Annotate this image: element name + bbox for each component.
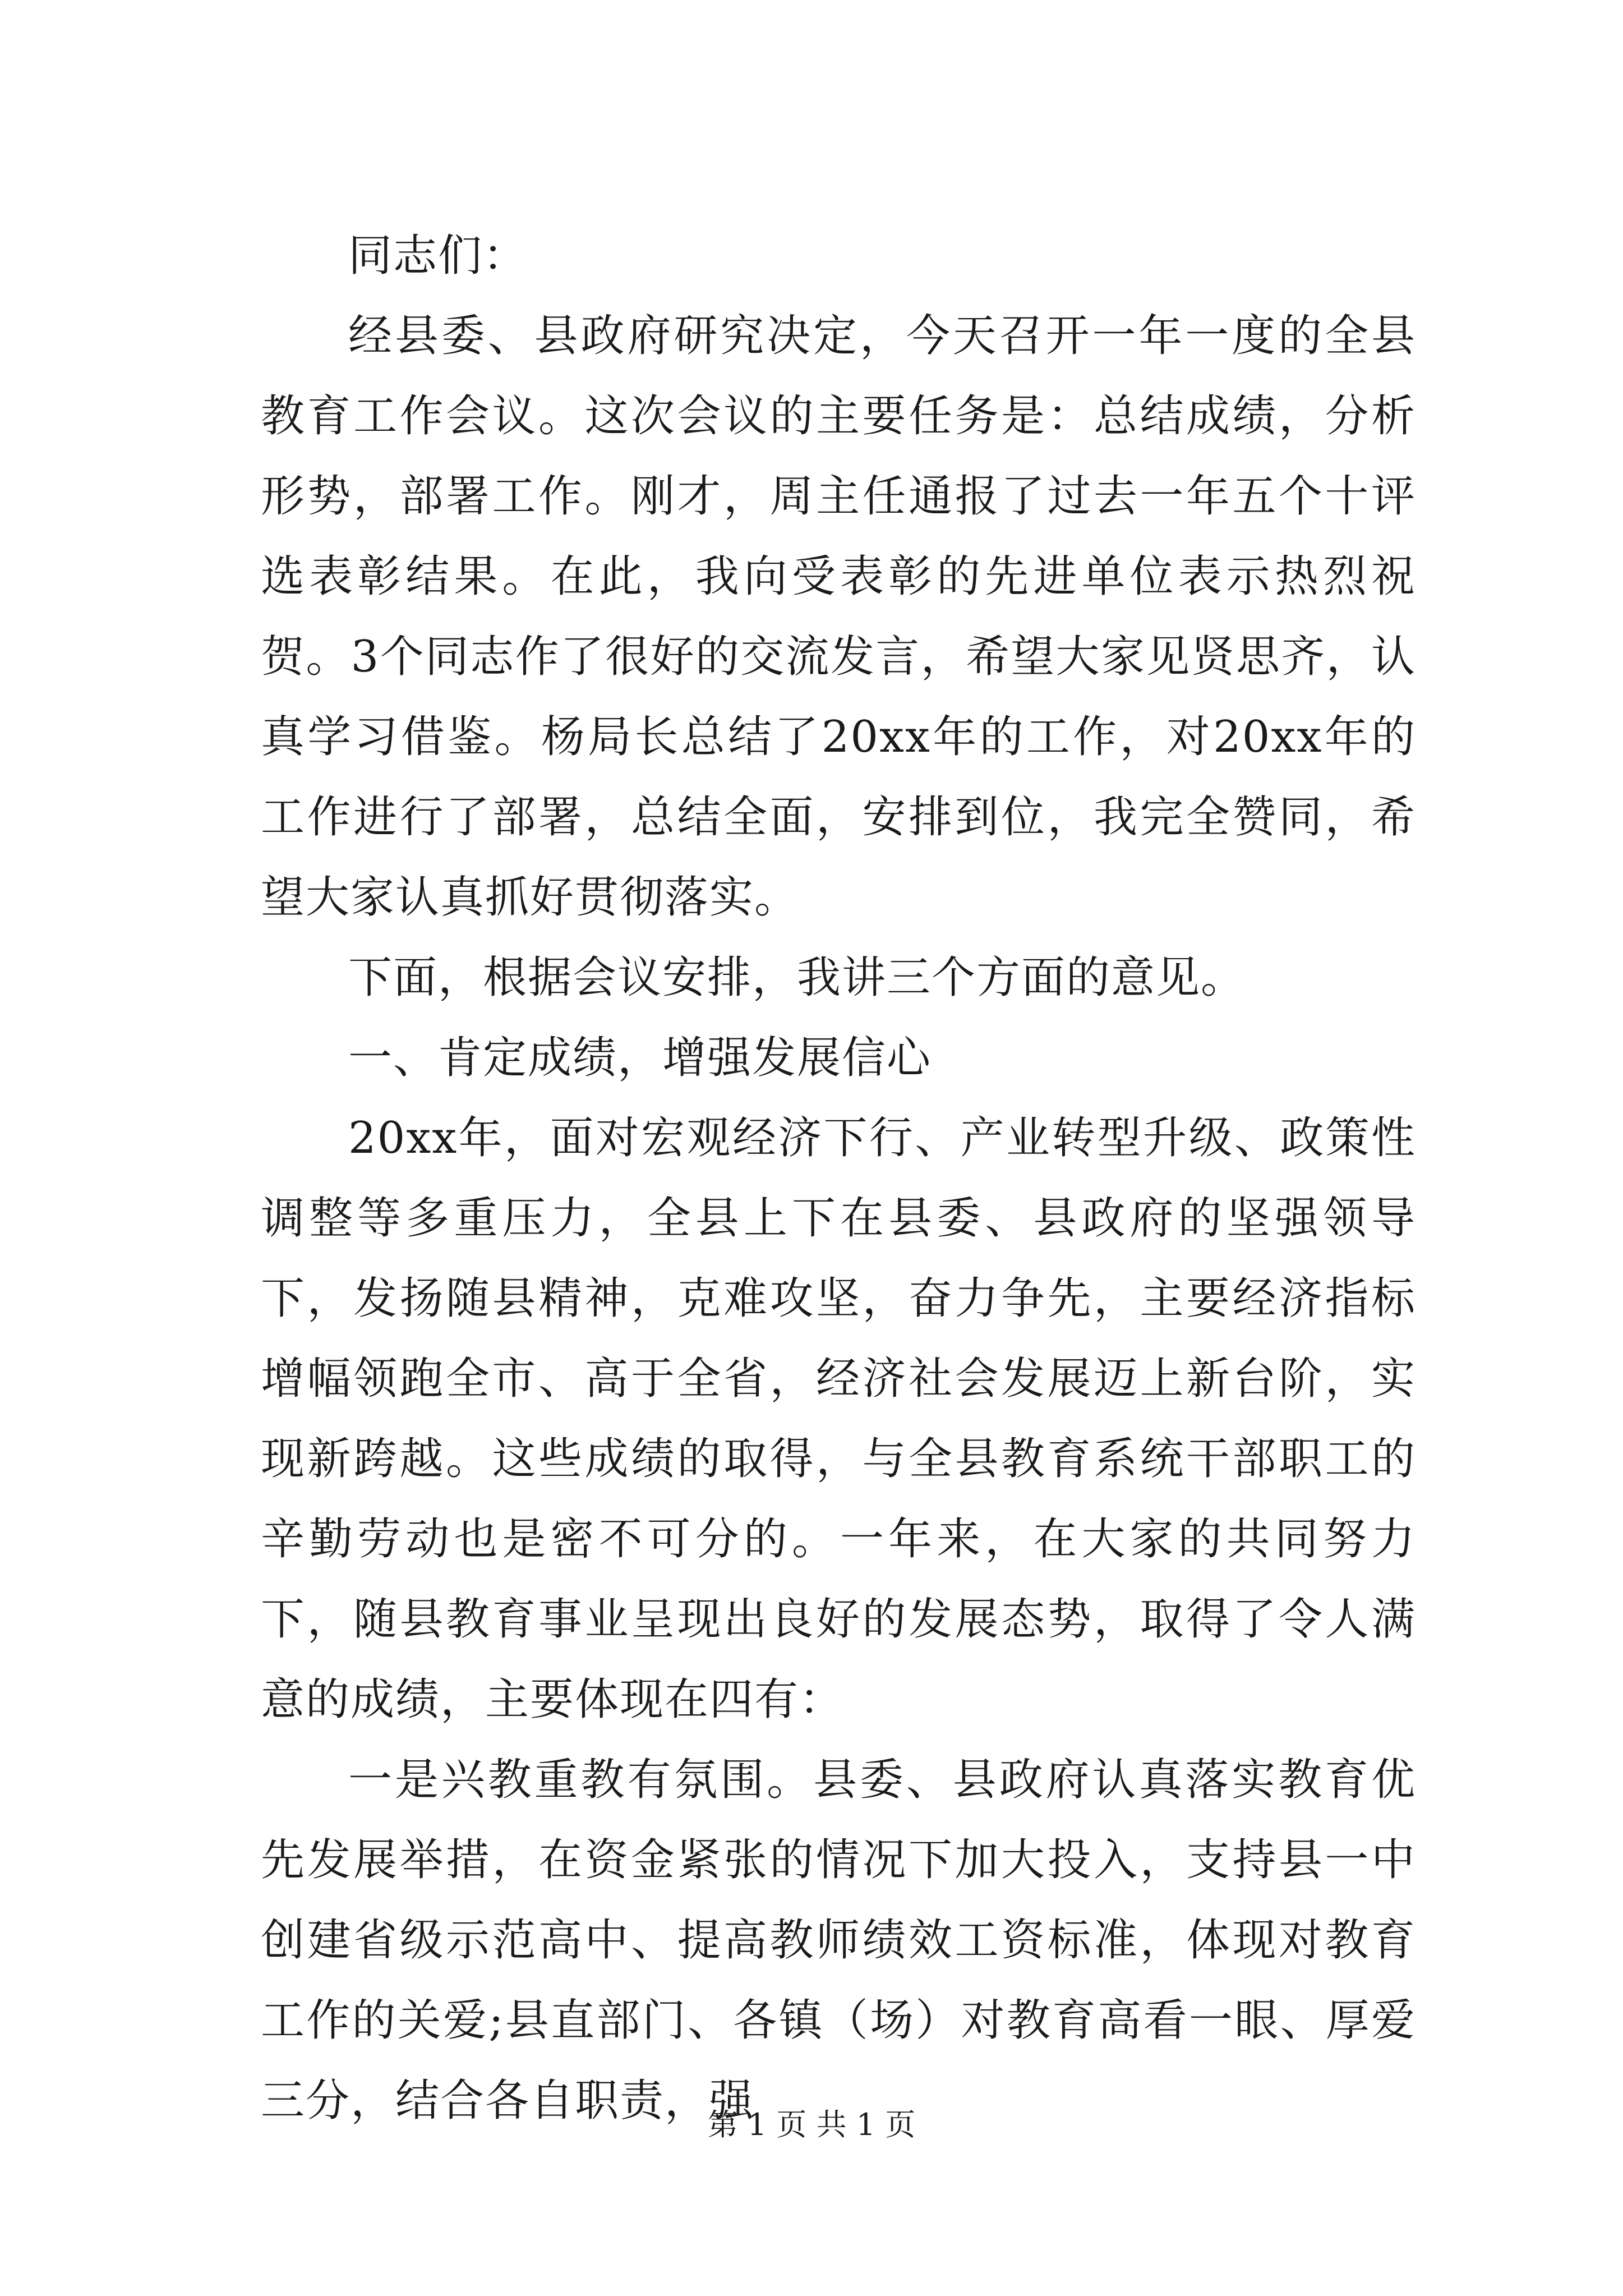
paragraph-achievements: 20xx年，面对宏观经济下行、产业转型升级、政策性调整等多重压力，全县上下在县委、县政府的坚强领导下，发扬随县精神，克难攻坚，奋力争先，主要经济指标增幅领跑全市、高于全省，经济社会发展迈上新台阶，实现新跨越。这些成绩的取得，与全县教育系统干部职工的辛勤劳动也是密不可分的。一年来，在大家的共同努力下，随县教育事业呈现出良好的发展态势，取得了令人满意的成绩，主要体现在四有： — [261, 1113, 1416, 1725]
paragraph-outline: 下面，根据会议安排，我讲三个方面的意见。 — [348, 953, 1246, 1003]
section-heading-1: 一、肯定成绩，增强发展信心 — [348, 1033, 932, 1083]
document-body — [261, 216, 1416, 2141]
paragraph-point-1: 一是兴教重教有氛围。县委、县政府认真落实教育优先发展举措，在资金紧张的情况下加大投入，支持县一中创建省级示范高中、提高教师绩效工资标准，体现对教育工作的关爱;县直部门、各镇（场）对教育高看一眼、厚爱三分，结合各自职责，强 — [261, 1755, 1416, 2126]
greeting: 同志们： — [348, 231, 528, 281]
page-number-footer: 第 1 页 共 1 页 — [707, 2107, 916, 2142]
paragraph-opening: 经县委、县政府研究决定，今天召开一年一度的全县教育工作会议。这次会议的主要任务是：总结成绩，分析形势，部署工作。刚才，周主任通报了过去一年五个十评选表彰结果。在此，我向受表彰的先进单位表示热烈祝贺。3个同志作了很好的交流发言，希望大家见贤思齐，认真学习借鉴。杨局长总结了20xx年的工作，对20xx年的工作进行了部署，总结全面，安排到位，我完全赞同，希望大家认真抓好贯彻落实。 — [261, 311, 1416, 923]
